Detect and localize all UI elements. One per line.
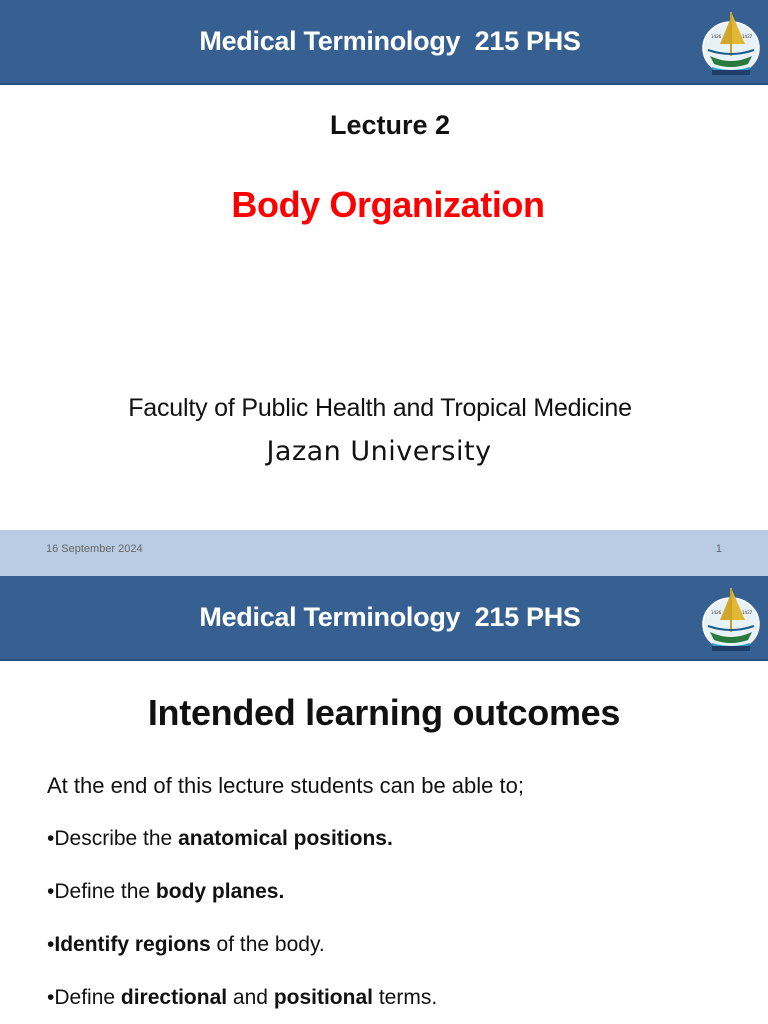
outcome-bold-text: body planes. (155, 880, 285, 903)
outcome-item (47, 984, 437, 1024)
outcome-bold-text: directional (120, 986, 228, 1009)
outcomes-heading: Intended learning outcomes (147, 692, 621, 733)
university-name: Jazan University (266, 436, 492, 467)
course-title: Medical Terminology 215 PHS (199, 26, 581, 56)
jazan-university-logo-icon (698, 582, 764, 654)
outcome-item (47, 878, 437, 931)
outcome-item (47, 931, 437, 984)
slide-2 (0, 576, 768, 1024)
svg-text:1427: 1427 (742, 34, 753, 39)
svg-text:1427: 1427 (742, 610, 753, 615)
outcomes-intro: At the end of this lecture students can be able to; (47, 773, 524, 798)
slide-header (0, 576, 768, 661)
faculty-name: Faculty of Public Health and Tropical Medicine (128, 394, 632, 422)
outcomes-list (47, 825, 437, 1024)
svg-text:1426: 1426 (711, 34, 722, 39)
outcome-text: • (47, 933, 55, 956)
jazan-university-logo-icon (698, 6, 764, 78)
slide-header (0, 0, 768, 85)
outcome-text: •Define (47, 986, 121, 1009)
slide-footer (0, 530, 768, 576)
svg-text:1426: 1426 (711, 610, 722, 615)
outcome-item (47, 825, 437, 878)
outcome-bold-text: positional (273, 986, 373, 1009)
outcome-text: and (227, 986, 274, 1009)
lecture-title: Body Organization (231, 184, 545, 225)
outcome-text: terms. (372, 986, 438, 1009)
lecture-number: Lecture 2 (329, 110, 451, 140)
outcome-bold-text: anatomical positions. (178, 827, 393, 850)
footer-date: 16 September 2024 (46, 543, 143, 555)
course-title: Medical Terminology 215 PHS (199, 602, 581, 632)
outcome-text: of the body. (210, 933, 325, 956)
outcome-bold-text: Identify regions (54, 933, 211, 956)
outcome-text: •Describe the (47, 827, 179, 850)
outcome-text: •Define the (47, 880, 156, 903)
page-number: 1 (715, 543, 722, 555)
